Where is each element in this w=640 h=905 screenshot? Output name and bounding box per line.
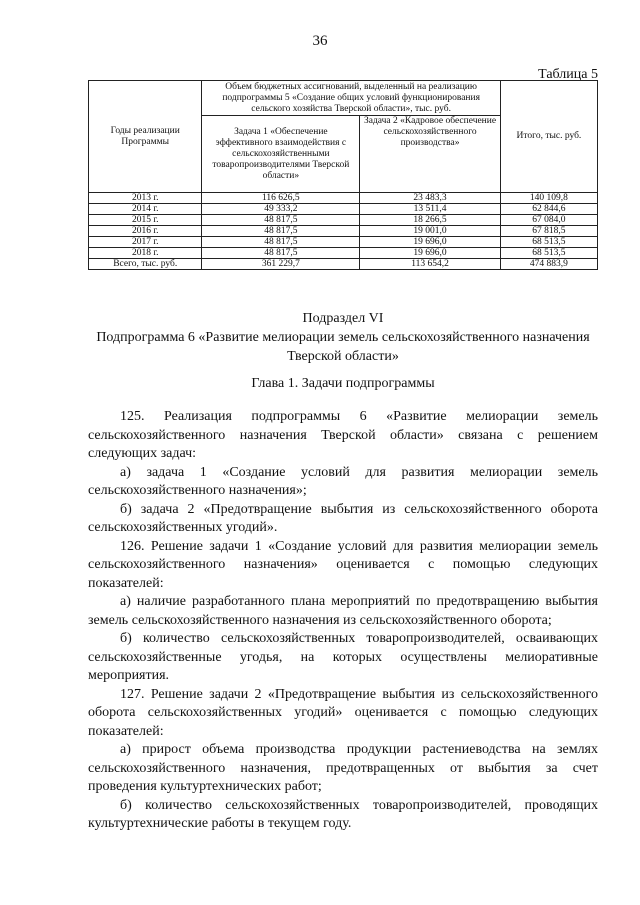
cell-task-1: 48 817,5 <box>202 248 360 259</box>
cell-task-2: 18 266,5 <box>360 215 501 226</box>
table-row <box>89 215 598 226</box>
cell-task-2: 19 696,0 <box>360 237 501 248</box>
cell-year: 2014 г. <box>89 204 202 215</box>
table-row <box>89 248 598 259</box>
cell-task-2: 13 511,4 <box>360 204 501 215</box>
cell-year: 2017 г. <box>89 237 202 248</box>
header-budget: Объем бюджетных ассигнований, выделенный на реализацию подпрограммы 5 «Создание общих условий функционирования сельского хозяйства Тверской области», тыс. руб. <box>202 81 500 116</box>
table-total-row <box>89 259 598 270</box>
table-row <box>89 237 598 248</box>
cell-task-1: 48 817,5 <box>202 215 360 226</box>
cell-total: 67 818,5 <box>500 226 597 237</box>
table-row <box>89 193 598 204</box>
cell-task-1: 48 817,5 <box>202 237 360 248</box>
cell-total: 68 513,5 <box>500 237 597 248</box>
table-header-row <box>89 81 598 116</box>
header-task-2: Задача 2 «Кадровое обеспечение сельскохозяйственного производства» <box>360 116 501 193</box>
cell-task-2: 113 654,2 <box>360 259 501 270</box>
paragraph: б) задача 2 «Предотвращение выбытия из сельскохозяйственного оборота сельскохозяйственных угодий». <box>88 501 598 535</box>
table-row <box>89 204 598 215</box>
cell-year: 2016 г. <box>89 226 202 237</box>
subsection-title: Подраздел VI <box>302 311 384 326</box>
cell-task-1: 116 626,5 <box>202 193 360 204</box>
paragraph: 126. Решение задачи 1 «Создание условий для развития мелиорации земель сельскохозяйственного назначения» оценивается с помощью следующих показателей: <box>88 538 598 591</box>
paragraph: б) количество сельскохозяйственных товаропроизводителей, осваивающих сельскохозяйственные угодья, на которых осуществлены мелиоративные мероприятия. <box>88 631 598 683</box>
paragraph: б) количество сельскохозяйственных товаропроизводителей, проводящих культуртехнические работы в текущем году. <box>88 797 598 831</box>
cell-total: 474 883,9 <box>500 259 597 270</box>
cell-task-2: 23 483,3 <box>360 193 501 204</box>
cell-year: Всего, тыс. руб. <box>89 259 202 270</box>
chapter-title: Глава 1. Задачи подпрограммы <box>251 376 435 391</box>
body-text <box>88 408 598 834</box>
cell-total: 68 513,5 <box>500 248 597 259</box>
cell-task-2: 19 696,0 <box>360 248 501 259</box>
cell-total: 62 844,6 <box>500 204 597 215</box>
paragraph: 127. Решение задачи 2 «Предотвращение выбытия из сельскохозяйственного оборота сельскохозяйственных угодий» оценивается с помощью следующих показателей: <box>88 686 598 739</box>
subprogram-title: Подпрограмма 6 «Развитие мелиорации земель сельскохозяйственного назначения Тверской области» <box>96 330 590 364</box>
header-task-1: Задача 1 «Обеспечение эффективного взаимодействия с сельскохозяйственными товаропроизводителями Тверской области» <box>202 116 360 193</box>
table-label: Таблица 5 <box>538 67 598 82</box>
cell-task-1: 49 333,2 <box>202 204 360 215</box>
header-total: Итого, тыс. руб. <box>500 81 597 193</box>
cell-year: 2013 г. <box>89 193 202 204</box>
paragraph: 125. Реализация подпрограммы 6 «Развитие мелиорации земель сельскохозяйственного назначения Тверской области» связана с решением следующих задач: <box>88 409 598 461</box>
paragraph: а) задача 1 «Создание условий для развития мелиорации земель сельскохозяйственного назначения»; <box>88 464 598 498</box>
paragraph: а) прирост объема производства продукции растениеводства на землях сельскохозяйственного назначения, предотвращенных от выбытия за счет проведения культуртехнических работ; <box>88 742 598 794</box>
cell-year: 2015 г. <box>89 215 202 226</box>
cell-year: 2018 г. <box>89 248 202 259</box>
cell-task-2: 19 001,0 <box>360 226 501 237</box>
budget-table <box>88 80 598 270</box>
table-row <box>89 226 598 237</box>
cell-task-1: 361 229,7 <box>202 259 360 270</box>
header-years: Годы реализации Программы <box>89 81 202 193</box>
cell-total: 67 084,0 <box>500 215 597 226</box>
subsection-heading <box>88 309 598 366</box>
paragraph: а) наличие разработанного плана мероприятий по предотвращению выбытия земель сельскохозяйственного назначения из сельскохозяйственного оборота; <box>88 594 598 628</box>
page-number: 36 <box>312 33 328 49</box>
cell-total: 140 109,8 <box>500 193 597 204</box>
cell-task-1: 48 817,5 <box>202 226 360 237</box>
